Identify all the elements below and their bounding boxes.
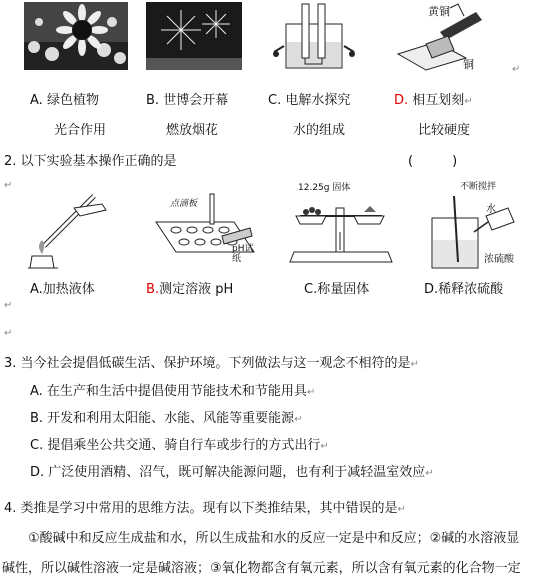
q2-stem: 2. 以下实验基本操作正确的是 bbox=[4, 154, 177, 169]
paragraph-mark: ↵ bbox=[512, 64, 521, 75]
water-label: 水 bbox=[486, 204, 496, 215]
paragraph-mark: ↵ bbox=[4, 328, 13, 339]
q1-option-c: C. 电解水探究 bbox=[268, 93, 351, 108]
q3-option-c: C. 提倡乘坐公共交通、骑自行车或步行的方式出行↵ bbox=[30, 438, 329, 453]
q3-option-a: A. 在生产和生活中提倡使用节能技术和节能用具↵ bbox=[30, 384, 316, 399]
q1-option-b-line2: 燃放烟花 bbox=[166, 123, 219, 138]
ph-paper-label: pH试纸 bbox=[232, 244, 254, 264]
q3-option-b: B. 开发和利用太阳能、水能、风能等重要能源↵ bbox=[30, 411, 303, 426]
q1-option-c-line2: 水的组成 bbox=[293, 123, 346, 138]
paragraph-mark: ↵ bbox=[4, 300, 13, 311]
q1-option-a: A. 绿色植物 bbox=[30, 93, 99, 108]
q2-option-b: B.测定溶液 pH bbox=[146, 282, 234, 297]
balance-image bbox=[286, 188, 396, 272]
q1-option-b: B. 世博会开幕 bbox=[146, 93, 229, 108]
stir-label: 不断搅拌 bbox=[460, 182, 497, 192]
q1-option-d-line2: 比较硬度 bbox=[418, 123, 471, 138]
q2-option-c: C.称量固体 bbox=[304, 282, 370, 297]
q1-option-d: D. 相互划刻↵ bbox=[394, 93, 473, 108]
q3-stem: 3. 当今社会提倡低碳生活、保护环境。下列做法与这一观念不相符的是↵ bbox=[4, 356, 419, 371]
q3-option-d: D. 广泛使用酒精、沼气，既可解决能源问题，也有利于减轻温室效应↵ bbox=[30, 465, 434, 480]
solid-weight-label: 12.25g 固体 bbox=[298, 183, 351, 193]
q2-option-d: D.稀释浓硫酸 bbox=[424, 282, 504, 297]
conc-acid-label: 浓硫酸 bbox=[484, 254, 514, 265]
q1-option-a-line2: 光合作用 bbox=[54, 123, 107, 138]
electrolysis-image bbox=[272, 2, 356, 72]
q2-option-a: A.加热液体 bbox=[30, 282, 95, 297]
q4-line1: ①酸碱中和反应生成盐和水，所以生成盐和水的反应一定是中和反应；②碱的水溶液显 bbox=[28, 531, 520, 546]
paragraph-mark: ↵ bbox=[4, 180, 13, 191]
q2-answer-paren: ( ) bbox=[408, 154, 458, 169]
brass-label: 黄铜 bbox=[428, 5, 450, 18]
dropper-label: 点滴板 bbox=[170, 199, 198, 209]
q4-stem: 4. 类推是学习中常用的思维方法。现有以下类推结果，其中错误的是↵ bbox=[4, 501, 406, 516]
heating-liquid-image bbox=[14, 186, 114, 272]
copper-label: 铜 bbox=[463, 58, 474, 71]
fireworks-image bbox=[146, 2, 242, 70]
sunflower-image bbox=[24, 2, 128, 70]
q4-line2: 碱性，所以碱性溶液一定是碱溶液；③氧化物都含有氧元素，所以含有氧元素的化合物一定 bbox=[2, 561, 521, 576]
